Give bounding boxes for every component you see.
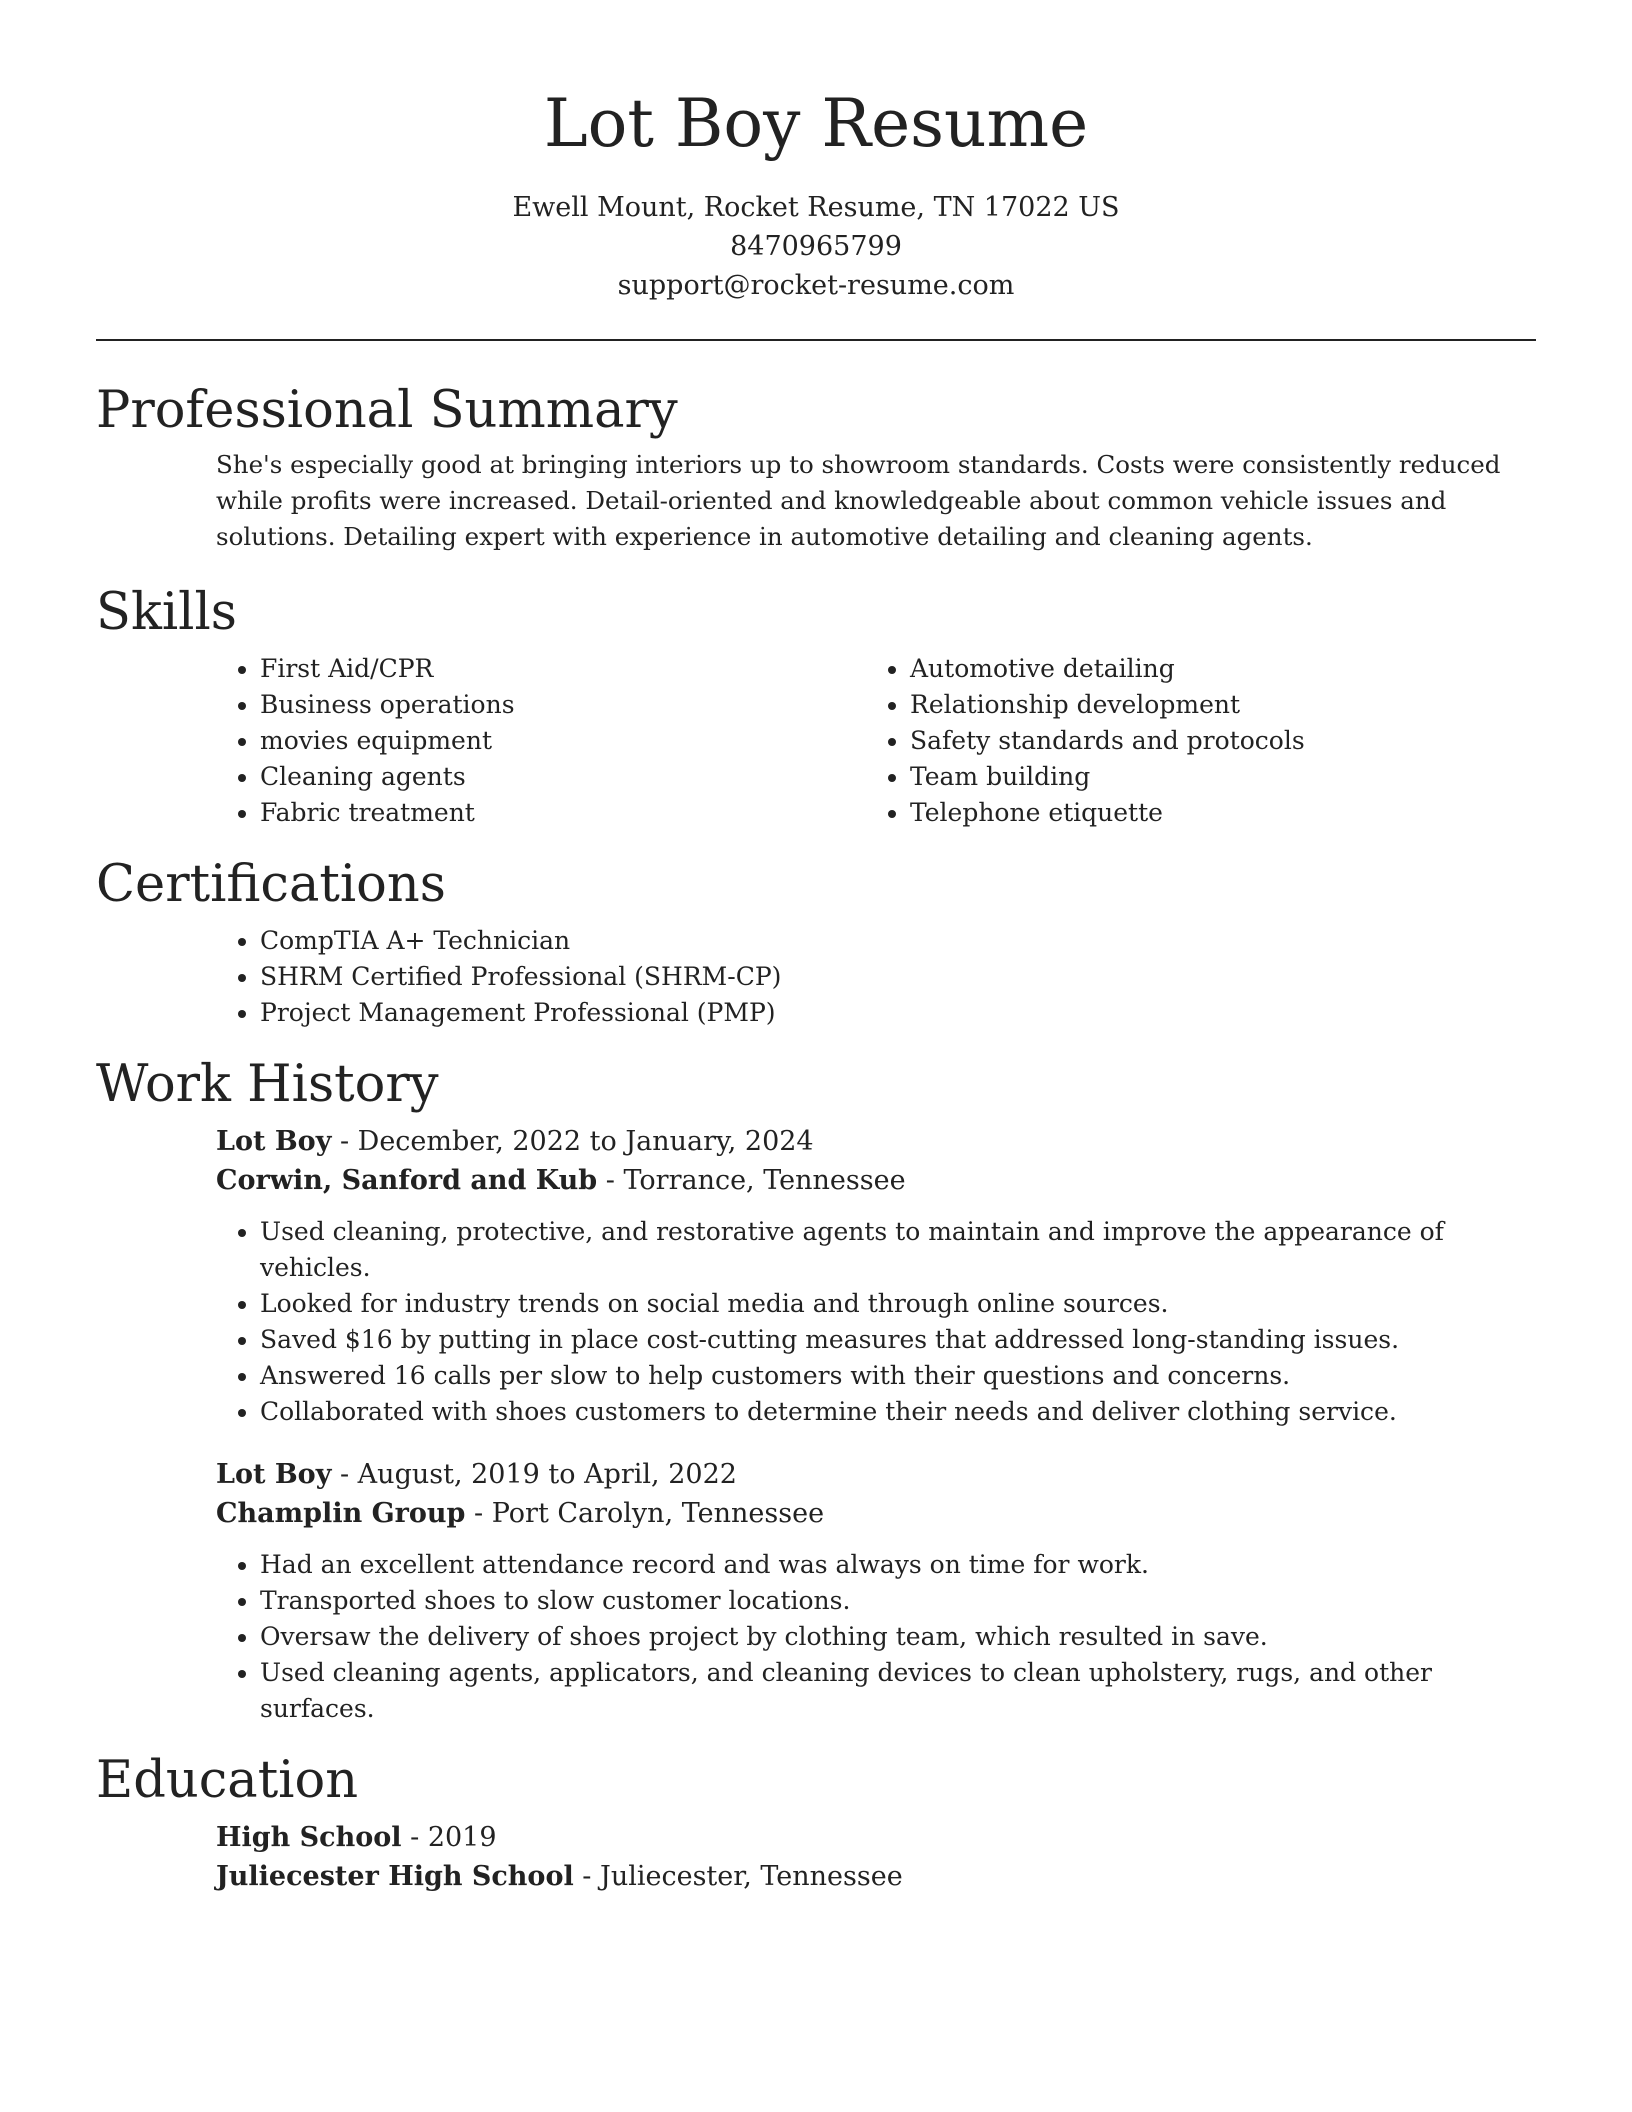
education-degree-line [216, 1819, 1536, 1857]
phone-number: 8470965799 [730, 231, 902, 262]
job-bullet: • Used cleaning, protective, and restorative agents to maintain and improve the appearance of vehicles. [260, 1214, 1536, 1286]
skills-list-left [216, 651, 866, 831]
job-company-line [216, 1161, 1536, 1200]
certifications-list [216, 923, 1536, 1031]
skill-item: • Business operations [260, 687, 866, 723]
address: Ewell Mount, Rocket Resume, TN 17022 US [512, 192, 1120, 223]
education-school-line [216, 1857, 1536, 1896]
work-history-heading: Work History [96, 1055, 439, 1114]
certifications-section [96, 855, 1536, 1031]
job-company: Corwin, Sanford and Kub [216, 1165, 598, 1196]
education-school: Juliecester High School [216, 1861, 574, 1892]
summary-text: She's especially good at bringing interiors up to showroom standards. Costs were consistently reduced while profits were increased. Detail-oriented and knowledgeable about common vehicle issues and solutions. Detailing expert with experience in automotive detailing and cleaning agents. [216, 450, 1501, 551]
skills-column-right [866, 651, 1516, 831]
job-bullets [216, 1214, 1536, 1430]
job-title-line [216, 1456, 1536, 1494]
skill-item: • Fabric treatment [260, 795, 866, 831]
certifications-heading: Certifications [96, 855, 446, 914]
certification-item: • Project Management Professional (PMP) [260, 995, 1536, 1031]
job-location: - Torrance, Tennessee [597, 1165, 906, 1196]
resume-header [96, 0, 1536, 305]
job-bullet: • Had an excellent attendance record and was always on time for work. [260, 1547, 1536, 1583]
skills-section [96, 583, 1536, 831]
job-location: - Port Carolyn, Tennessee [465, 1498, 825, 1529]
job-role: Lot Boy [216, 1459, 332, 1490]
certifications-body [96, 923, 1536, 1031]
job-bullet: • Collaborated with shoes customers to determine their needs and deliver clothing service. [260, 1394, 1536, 1430]
job-dates: - August, 2019 to April, 2022 [331, 1459, 737, 1490]
education-section [96, 1751, 1536, 1896]
job-company: Champlin Group [216, 1498, 466, 1529]
job-bullet: • Answered 16 calls per slow to help customers with their questions and concerns. [260, 1358, 1536, 1394]
email-address[interactable]: support@rocket-resume.com [617, 270, 1015, 301]
job-company-line [216, 1494, 1536, 1533]
skill-item: • movies equipment [260, 723, 866, 759]
job-role: Lot Boy [216, 1126, 332, 1157]
skill-item: • Cleaning agents [260, 759, 866, 795]
job-bullet: • Used cleaning agents, applicators, and cleaning devices to clean upholstery, rugs, and other surfaces. [260, 1655, 1536, 1727]
skills-grid [216, 651, 1536, 831]
skills-body [96, 651, 1536, 831]
skill-item: • Safety standards and protocols [910, 723, 1516, 759]
summary-heading: Professional Summary [96, 381, 678, 440]
work-history-section [96, 1055, 1536, 1727]
job-bullet: • Transported shoes to slow customer locations. [260, 1583, 1536, 1619]
certification-item: • SHRM Certified Professional (SHRM-CP) [260, 959, 1536, 995]
job-bullet: • Looked for industry trends on social media and through online sources. [260, 1286, 1536, 1322]
work-history-body [96, 1123, 1536, 1727]
job-bullets [216, 1547, 1536, 1727]
skills-heading: Skills [96, 583, 237, 642]
summary-body [96, 447, 1536, 555]
header-divider [96, 339, 1536, 341]
job-entry [216, 1123, 1536, 1430]
job-bullet: • Oversaw the delivery of shoes project by clothing team, which resulted in save. [260, 1619, 1536, 1655]
skill-item: • Team building [910, 759, 1516, 795]
job-dates: - December, 2022 to January, 2024 [331, 1126, 814, 1157]
education-body [96, 1819, 1536, 1896]
skill-item: • Automotive detailing [910, 651, 1516, 687]
education-year: - 2019 [401, 1822, 497, 1853]
contact-info [96, 188, 1536, 305]
job-entry [216, 1456, 1536, 1727]
summary-section [96, 381, 1536, 555]
skill-item: • Relationship development [910, 687, 1516, 723]
education-degree: High School [216, 1822, 402, 1853]
education-heading: Education [96, 1751, 359, 1810]
education-location: - Juliecester, Tennessee [573, 1861, 903, 1892]
job-title-line [216, 1123, 1536, 1161]
certification-item: • CompTIA A+ Technician [260, 923, 1536, 959]
job-bullet: • Saved $16 by putting in place cost-cutting measures that addressed long-standing issues. [260, 1322, 1536, 1358]
resume-title: Lot Boy Resume [543, 85, 1089, 162]
skills-list-right [866, 651, 1516, 831]
skills-column-left [216, 651, 866, 831]
skill-item: • First Aid/CPR [260, 651, 866, 687]
skill-item: • Telephone etiquette [910, 795, 1516, 831]
